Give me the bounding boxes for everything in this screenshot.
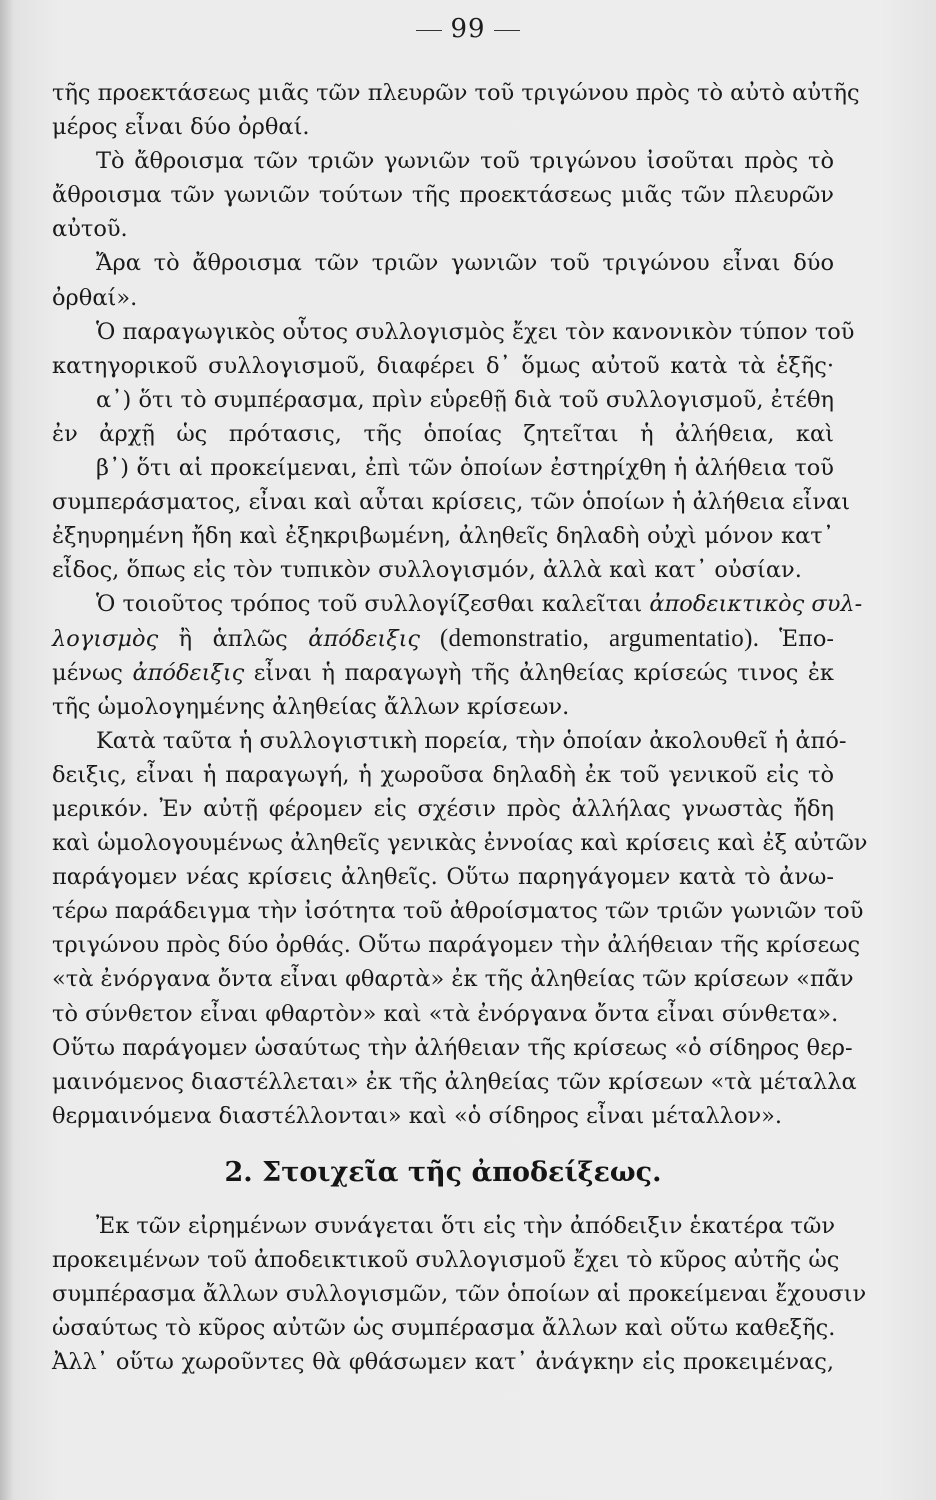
italic-term: λογισμὸς [52, 625, 159, 652]
text-line: προκειμένων τοῦ ἀποδεικτικοῦ συλλογισμοῦ ἔχει τὸ κῦρος αὐτῆς ὡς [52, 1247, 840, 1273]
body-text [52, 76, 868, 1379]
text-line: μαινόμενος διαστέλλεται» ἐκ τῆς ἀληθείας τῶν κρίσεων «τὰ μέταλλα [52, 1068, 857, 1095]
text-line: Τὸ ἄθροισμα τῶν τριῶν γωνιῶν τοῦ τριγώνου ἰσοῦται πρὸς τὸ [96, 148, 834, 175]
text-line: κατηγορικοῦ συλλογισμοῦ, διαφέρει δ᾽ ὅμως αὐτοῦ κατὰ τὰ ἑξῆς· [52, 352, 834, 379]
text-line: εἶδος, ὅπως εἰς τὸν τυπικὸν συλλογισμόν, ἀλλὰ καὶ κατ᾽ οὐσίαν. [52, 557, 802, 584]
page-number [0, 14, 936, 44]
text-line: ὡσαύτως τὸ κῦρος αὐτῶν ὡς συμπέρασμα ἄλλων καὶ οὕτω καθεξῆς. [52, 1315, 836, 1342]
text-line: α᾽) ὅτι τὸ συμπέρασμα, πρὶν εὑρεθῇ διὰ τοῦ συλλογισμοῦ, ἐτέθη [96, 386, 834, 413]
text-line: τέρω παράδειγμα τὴν ἰσότητα τοῦ ἀθροίσματος τῶν τριῶν γωνιῶν τοῦ [52, 898, 864, 925]
page-number-value: 99 [450, 14, 486, 44]
text-line: αὐτοῦ. [52, 216, 128, 243]
text-run: Ὁ τοιοῦτος τρόπος τοῦ συλλογίζεσθαι καλεῖται [96, 591, 650, 618]
text-line [52, 656, 834, 690]
text-line: παράγομεν νέας κρίσεις ἀληθεῖς. Οὕτω παρηγάγομεν κατὰ τὸ ἀνω- [52, 864, 834, 891]
text-run: Ἑπο- [779, 625, 834, 652]
latin-term: (demonstratio, argumentatio). [420, 624, 780, 652]
text-line: ἄθροισμα τῶν γωνιῶν τούτων τῆς προεκτάσεως μιᾶς τῶν πλευρῶν [52, 182, 834, 209]
text-line: τῆς ὡμολογημένης ἀληθείας ἄλλων κρίσεων. [52, 693, 570, 720]
text-line [52, 587, 863, 621]
text-line: θερμαινόμενα διαστέλλονται» καὶ «ὁ σίδηρος εἶναι μέταλλον». [52, 1102, 783, 1129]
text-run: μένως [52, 659, 133, 686]
text-line: ὀρθαί». [52, 284, 138, 311]
text-line: Ἄρα τὸ ἄθροισμα τῶν τριῶν γωνιῶν τοῦ τριγώνου εἶναι δύο [96, 250, 834, 277]
text-line [52, 622, 834, 656]
text-run: εἶναι ἡ παραγωγὴ τῆς ἀληθείας κρίσεώς τινος ἐκ [244, 659, 834, 686]
italic-term: ἀποδεικτικὸς συλ- [649, 591, 863, 618]
section-heading: 2. Στοιχεῖα τῆς ἀποδείξεως. [224, 1156, 662, 1188]
italic-term: ἀπόδειξις [132, 659, 245, 686]
page-number-dash-left [416, 30, 442, 31]
text-line: τῆς προεκτάσεως μιᾶς τῶν πλευρῶν τοῦ τριγώνου πρὸς τὸ αὐτὸ αὐτῆς [52, 80, 860, 106]
page-number-dash-right [494, 30, 520, 31]
text-line: καὶ ὡμολογουμένως ἀληθεῖς γενικὰς ἐννοίας καὶ κρίσεις καὶ ἐξ αὐτῶν [52, 830, 868, 857]
text-line: Οὕτω παράγομεν ὡσαύτως τὴν ἀλήθειαν τῆς κρίσεως «ὁ σίδηρος θερ- [52, 1034, 853, 1061]
text-line: «τὰ ἐνόργανα ὄντα εἶναι φθαρτὰ» ἐκ τῆς ἀληθείας τῶν κρίσεων «πᾶν [52, 966, 854, 993]
text-line: τριγώνου πρὸς δύο ὀρθάς. Οὕτω παράγομεν τὴν ἀλήθειαν τῆς κρίσεως [52, 932, 861, 959]
text-line: ἐξηυρημένη ἤδη καὶ ἐξηκριβωμένη, ἀληθεῖς δηλαδὴ οὐχὶ μόνον κατ᾽ [52, 523, 834, 550]
text-line: τὸ σύνθετον εἶναι φθαρτὸν» καὶ «τὰ ἐνόργανα ὄντα εἶναι σύνθετα». [52, 1000, 839, 1027]
italic-term: ἀπόδειξις [308, 625, 421, 652]
text-line: β᾽) ὅτι αἱ προκείμεναι, ἐπὶ τῶν ὁποίων ἐστηρίχθη ἡ ἀλήθεια τοῦ [96, 455, 834, 482]
text-run: ἢ ἁπλῶς [158, 625, 309, 652]
text-line: συμπέρασμα ἄλλων συλλογισμῶν, τῶν ὁποίων αἱ προκείμεναι ἔχουσιν [52, 1281, 867, 1308]
text-line: μερικόν. Ἐν αὐτῇ φέρομεν εἰς σχέσιν πρὸς ἀλλήλας γνωστὰς ἤδη [52, 795, 834, 822]
text-line: Ἐκ τῶν εἰρημένων συνάγεται ὅτι εἰς τὴν ἀπόδειξιν ἑκατέρα τῶν [96, 1212, 836, 1239]
text-line: δειξις, εἶναι ἡ παραγωγή, ἡ χωροῦσα δηλαδὴ ἐκ τοῦ γενικοῦ εἰς τὸ [52, 761, 834, 788]
text-line: συμπεράσματος, εἶναι καὶ αὗται κρίσεις, τῶν ὁποίων ἡ ἀλήθεια εἶναι [52, 489, 851, 516]
text-line: Ὁ παραγωγικὸς οὗτος συλλογισμὸς ἔχει τὸν κανονικὸν τύπον τοῦ [96, 318, 855, 345]
text-line: Ἀλλ᾽ οὕτω χωροῦντες θὰ φθάσωμεν κατ᾽ ἀνάγκην εἰς προκειμένας, [52, 1349, 834, 1376]
text-line: μέρος εἶναι δύο ὀρθαί. [52, 114, 310, 141]
text-line: ἐν ἀρχῇ ὡς πρότασις, τῆς ὁποίας ζητεῖται ἡ ἀλήθεια, καὶ [52, 420, 834, 447]
text-line: Κατὰ ταῦτα ἡ συλλογιστικὴ πορεία, τὴν ὁποίαν ἀκολουθεῖ ἡ ἀπό- [96, 727, 847, 754]
